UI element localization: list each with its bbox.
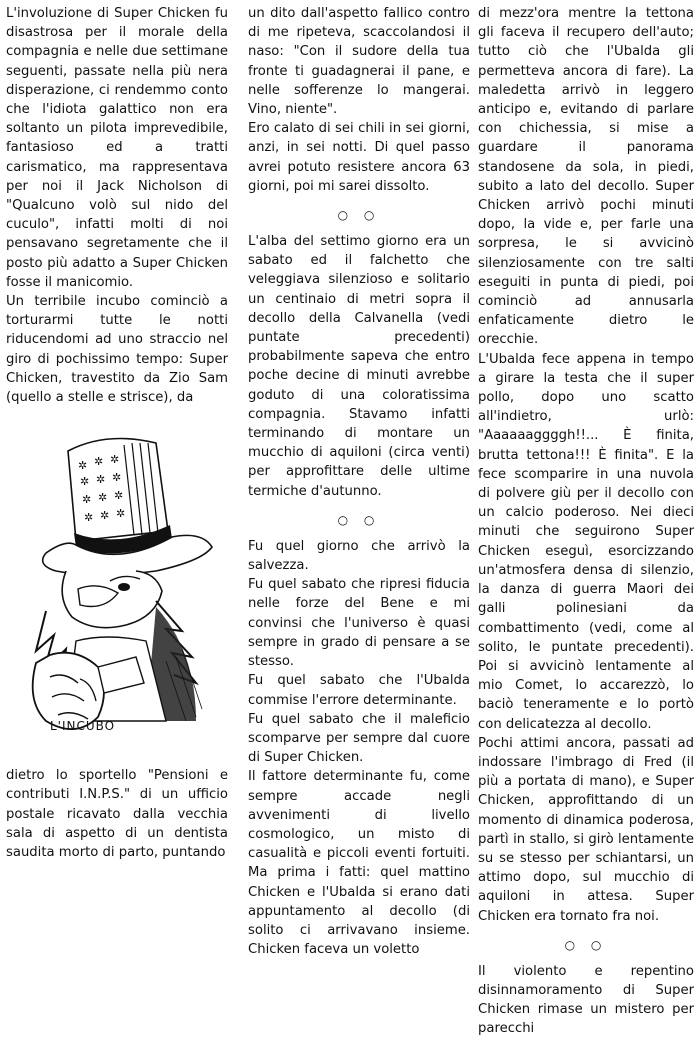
article-column-3: [478, 4, 694, 1039]
paragraph: Fu quel sabato che il maleficio scomparve per sempre dal cuore di Super Chicken.: [248, 711, 470, 766]
paragraph: L'Ubalda fece appena in tempo a girare la testa che il super pollo, dopo uno scatto all'indietro, urlò: "Aaaaaaggggh!!... È finita, brutta tettona!!! È finita". E la fece scomparire in una nuvola di polvere giù per il decollo con un calcio poderoso. Nei dieci minuti che seguirono Super Chicken eseguì, esorcizzando un'atmosfera densa di silenzio, la danza di guerra Maori dei galli polinesiani da combattimento (vedi, come al solito, le puntate precedenti). Poi si avvicinò lentamente al mio Comet, lo accarezzò, lo baciò teneramente e lo portò con delicatezza al decollo.: [478, 351, 694, 732]
svg-text:✲: ✲: [84, 511, 94, 525]
svg-text:✲: ✲: [110, 453, 120, 467]
svg-text:✲: ✲: [82, 493, 92, 507]
section-separator: ○ ○: [564, 937, 608, 952]
paragraph: Fu quel giorno che arrivò la salvezza.: [248, 538, 470, 574]
svg-text:✲: ✲: [80, 475, 90, 489]
paragraph: di mezz'ora mentre la tettona gli faceva il recupero dell'auto; tutto ciò che l'Ubalda gli permetteva ancora di fare). La maledetta arrivò in leggero anticipo e, evitando di parlare con chichessia, si mise a guardare il panorama standosene da sola, in piedi, subito a lato del decollo. Super Chicken arrivò pochi minuti dopo, la vide e, per farle una sorpresa, le si avvicinò silenziosamente con tre salti eseguiti in punta di piedi, poi cominciò ad annusarla enfaticamente dietro le orecchie.: [478, 6, 694, 348]
paragraph: L'involuzione di Super Chicken fu disastrosa per il morale della compagnia e nelle due settimane seguenti, passate nella più nera disperazione, ci rendemmo conto che l'idiota galattico non era soltanto un pilota imprevedibile, fantasioso ed a tratti carismatico, ma rappresentava per noi il Jack Nicholson di "Qualcuno volò sul nido del cuculo", infatti molti di noi pensavano segretamente che il posto più adatto a Super Chicken fosse il manicomio.: [6, 6, 228, 290]
section-separator: ○ ○: [337, 512, 381, 527]
paragraph: Ero calato di sei chili in sei giorni, anzi, in sei notti. Di quel passo avrei potuto resistere ancora 63 giorni, poi mi sarei dissolto.: [248, 121, 470, 194]
paragraph: Il fattore determinante fu, come sempre accade negli avvenimenti di livello cosmologico, un misto di casualità e piccoli eventi fortuiti. Ma prima i fatti: quel mattino Chicken e l'Ubalda si erano dati appuntamento al decollo (di solito ci arrivavano insieme. Chicken faceva un voletto: [248, 769, 470, 958]
paragraph: Fu quel sabato che ripresi fiducia nelle forze del Bene e mi convinsi che l'universo è quasi sempre in grado di pensare a se stesso.: [248, 577, 470, 670]
paragraph: L'alba del settimo giorno era un sabato ed il falchetto che veleggiava silenzioso e solitario un centinaio di metri sopra il decollo della Calvanella (vedi puntate precedenti) probabilmente sapeva che entro poche decine di minuti avrebbe goduto di una coloratissima compagnia. Stavamo infatti terminando di montare un mucchio di aquiloni (circa venti) per approfittare delle ultime termiche d'autunno.: [248, 234, 470, 499]
paragraph: Pochi attimi ancora, passati ad indossare l'imbrago di Fred (il più a portata di mano), e Super Chicken, approfittando di un momento di dinamica poderosa, partì in stallo, si girò lentamente su se stesso per schiantarsi, un attimo dopo, sul mucchio di aquiloni in attesa. Super Chicken era tornato fra noi.: [478, 735, 694, 924]
illustration-caption: L'INCUBO: [50, 719, 116, 734]
article-column-2: [248, 4, 470, 959]
article-column-1: [6, 4, 228, 862]
svg-text:✲: ✲: [116, 507, 126, 521]
svg-text:✲: ✲: [100, 509, 110, 523]
svg-text:✲: ✲: [96, 473, 106, 487]
paragraph: dietro lo sportello "Pensioni e contributi I.N.P.S." di un ufficio postale ricavato dalla vecchia sala di aspetto di un dentista saudita morto di parto, puntando: [6, 768, 228, 861]
paragraph: Il violento e repentino disinnamoramento di Super Chicken rimase un mistero per parecchi: [478, 963, 694, 1037]
svg-text:✲: ✲: [112, 471, 122, 485]
paragraph: Fu quel sabato che l'Ubalda commise l'errore determinante.: [248, 673, 470, 708]
uncle-sam-chicken-illustration: [6, 421, 228, 766]
svg-text:✲: ✲: [98, 491, 108, 505]
paragraph: un dito dall'aspetto fallico contro di me ripeteva, scaccolandosi il naso: "Con il sudore della tua fronte ti guadagnerai il pane, e nelle sofferenze lo mangerai. Vino, niente".: [248, 6, 470, 118]
svg-text:✲: ✲: [78, 459, 88, 473]
svg-text:✲: ✲: [114, 489, 124, 503]
paragraph: Un terribile incubo cominciò a torturarmi tutte le notti riducendomi ad uno straccio nel giro di pochissimo tempo: Super Chicken, travestito da Zio Sam (quello a stelle e strisce), da: [6, 294, 228, 406]
svg-text:✲: ✲: [94, 455, 104, 469]
section-separator: ○ ○: [337, 208, 381, 223]
illustration-drawing: [6, 421, 228, 766]
